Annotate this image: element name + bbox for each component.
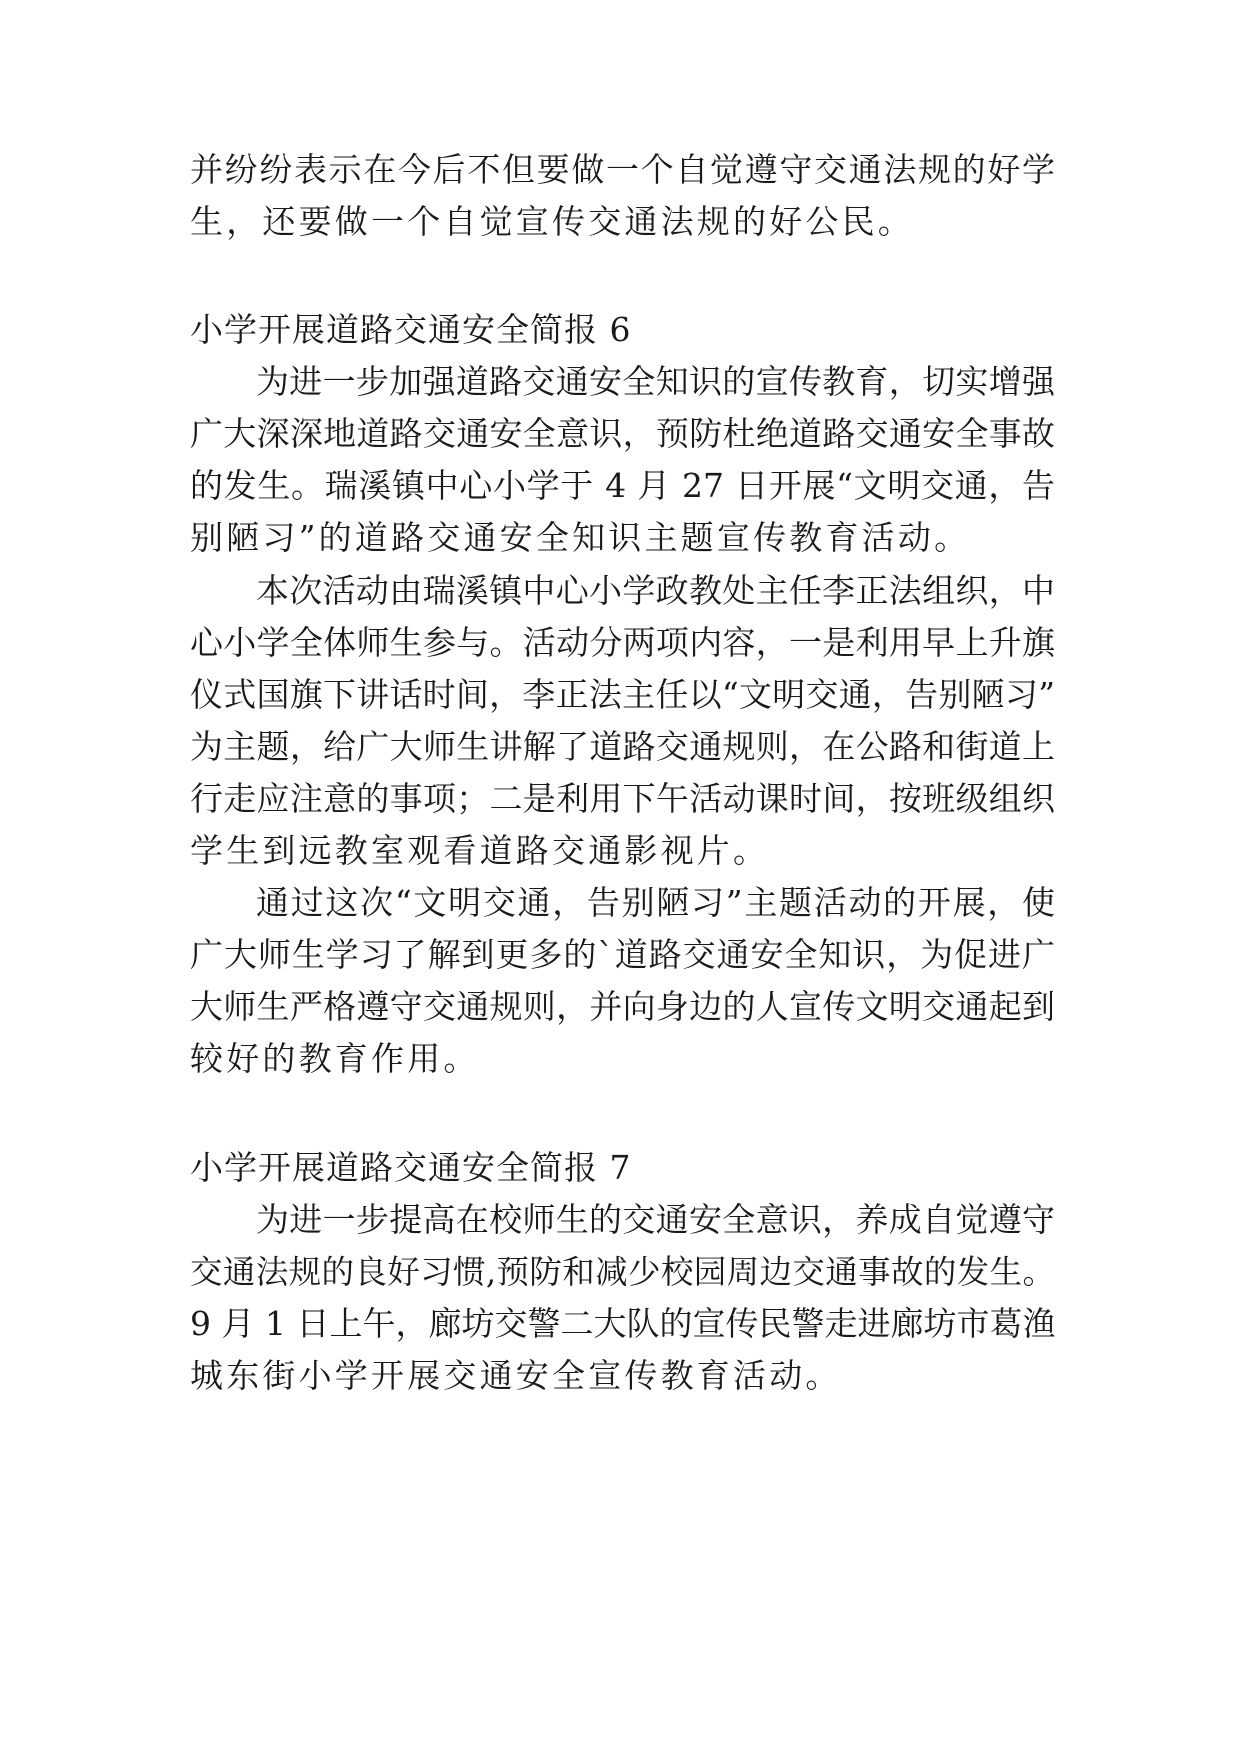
text-line: 较好的教育作用。 xyxy=(190,1039,480,1078)
text-line: 为主题，给广大师生讲解了道路交通规则，在公路和街道上 xyxy=(190,727,1055,766)
text-line: 通过这次“文明交通，告别陋习”主题活动的开展，使 xyxy=(256,883,1055,922)
text-line: 交通法规的良好习惯,预防和减少校园周边交通事故的发生。 xyxy=(190,1253,1055,1291)
section-title: 小学开展道路交通安全简报 6 xyxy=(190,310,632,349)
text-line: 本次活动由瑞溪镇中心小学政教处主任李正法组织，中 xyxy=(256,571,1055,610)
text-line: 仪式国旗下讲话时间，李正法主任以“文明交通，告别陋习” xyxy=(190,675,1055,714)
text-line: 心小学全体师生参与。活动分两项内容，一是利用早上升旗 xyxy=(190,623,1055,662)
section-title: 小学开展道路交通安全简报 7 xyxy=(190,1148,632,1187)
text-line: 为进一步加强道路交通安全知识的宣传教育，切实增强 xyxy=(256,362,1055,401)
text-line: 学生到远教室观看道路交通影视片。 xyxy=(190,831,770,870)
text-line: 大师生严格遵守交通规则，并向身边的人宣传文明交通起到 xyxy=(190,987,1055,1026)
text-line: 城东街小学开展交通安全宣传教育活动。 xyxy=(190,1356,842,1395)
text-line: 行走应注意的事项；二是利用下午活动课时间，按班级组织 xyxy=(190,779,1055,818)
text-line: 的发生。瑞溪镇中心小学于 4 月 27 日开展“文明交通，告 xyxy=(190,466,1055,505)
text-line: 广大师生学习了解到更多的`道路交通安全知识，为促进广 xyxy=(190,935,1055,974)
text-line: 生，还要做一个自觉宣传交通法规的好公民。 xyxy=(190,202,914,241)
text-line: 广大深深地道路交通安全意识，预防杜绝道路交通安全事故 xyxy=(190,414,1055,453)
text-line: 为进一步提高在校师生的交通安全意识，养成自觉遵守 xyxy=(256,1200,1055,1239)
text-line: 9 月 1 日上午，廊坊交警二大队的宣传民警走进廊坊市葛渔 xyxy=(190,1304,1056,1343)
text-line: 并纷纷表示在今后不但要做一个自觉遵守交通法规的好学 xyxy=(190,150,1055,189)
text-line: 别陋习”的道路交通安全知识主题宣传教育活动。 xyxy=(190,518,971,557)
